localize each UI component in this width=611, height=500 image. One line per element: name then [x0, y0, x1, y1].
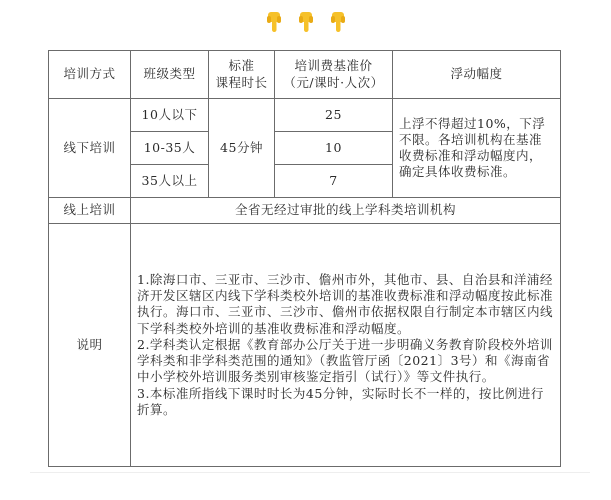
bottom-divider: [30, 472, 590, 473]
price-cell: 25: [275, 99, 393, 132]
pointing-down-hand-icon: [262, 10, 286, 34]
class-type-cell: 10人以下: [131, 99, 209, 132]
notes-label-cell: 说明: [49, 224, 131, 467]
pointing-down-hand-icon: [294, 10, 318, 34]
duration-cell: 45分钟: [209, 99, 275, 198]
price-cell: 10: [275, 132, 393, 165]
offline-mode-cell: 线下培训: [49, 99, 131, 198]
notes-text-cell: [131, 224, 561, 467]
header-base-price-line1: 培训费基准价: [294, 58, 373, 74]
notes-row: [49, 224, 561, 467]
header-float-range: 浮动幅度: [393, 51, 561, 99]
pointing-down-hand-icon: [326, 10, 350, 34]
offline-row-1: [49, 99, 561, 132]
header-std-duration-line2: 课程时长: [215, 74, 268, 90]
online-row: [49, 198, 561, 224]
emoji-row: [262, 10, 352, 36]
online-mode-cell: 线上培训: [49, 198, 131, 224]
header-row: [49, 51, 561, 99]
class-type-cell: 10-35人: [131, 132, 209, 165]
price-cell: 7: [275, 165, 393, 198]
header-std-duration-line1: 标准: [228, 58, 255, 74]
header-mode: 培训方式: [49, 51, 131, 99]
header-base-price: [275, 51, 393, 99]
header-base-price-line2: （元/课时·人次）: [283, 74, 384, 90]
online-text-cell: 全省无经过审批的线上学科类培训机构: [131, 198, 561, 224]
header-class-type: 班级类型: [131, 51, 209, 99]
note-item: 3.本标准所指线下课时时长为45分钟，实际时长不一样的，按比例进行折算。: [137, 385, 544, 417]
class-type-cell: 35人以上: [131, 165, 209, 198]
note-item: 2.学科类认定根据《教育部办公厅关于进一步明确义务教育阶段校外培训学科类和非学科类范围的通知》（教监管厅函〔2021〕3号）和《海南省中小学校外培训服务类别审核鉴定指引（试行）》等文件执行。: [137, 336, 553, 385]
float-range-text: 上浮不得超过10%，下浮不限。各培训机构在基准收费标准和浮动幅度内，确定具体收费标准。: [393, 99, 561, 198]
note-item: 1.除海口市、三亚市、三沙市、儋州市外，其他市、县、自治县和洋浦经济开发区辖区内线下学科类校外培训的基准收费标准和浮动幅度按此标准执行。海口市、三亚市、三沙市、儋州市依据权限自行制定本市辖区内线下学科类校外培训的基准收费标准和浮动幅度。: [137, 271, 554, 336]
fee-standard-table: [48, 50, 561, 467]
header-std-duration: [209, 51, 275, 99]
